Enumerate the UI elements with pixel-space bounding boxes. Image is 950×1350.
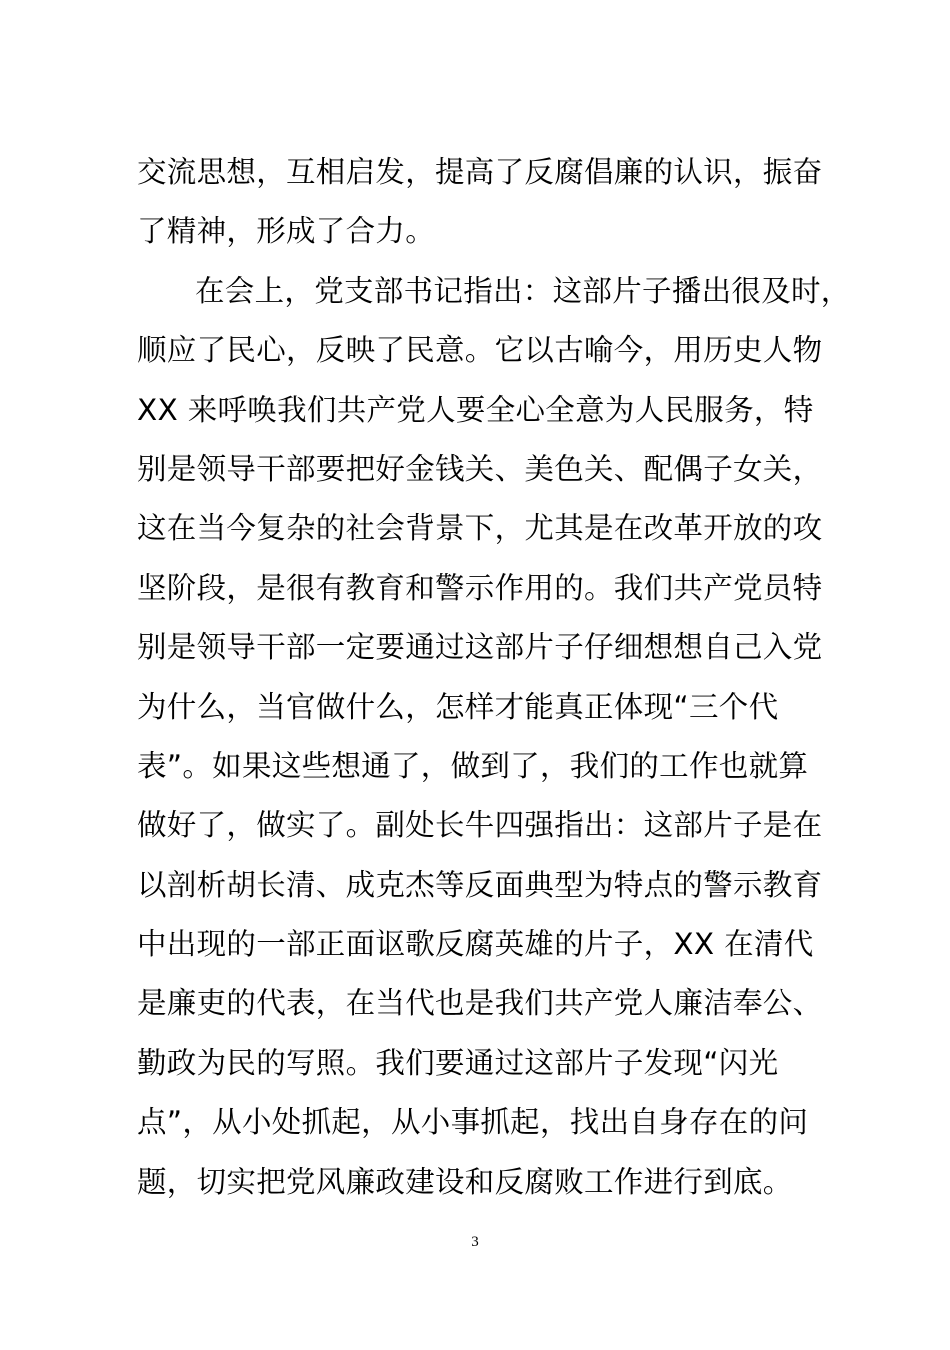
text-line: 别是领导干部要把好金钱关、美色关、配偶子女关， bbox=[137, 451, 823, 486]
body-text bbox=[137, 143, 851, 1212]
text-line: 了精神，形成了合力。 bbox=[137, 214, 436, 249]
text-line: 顺应了民心，反映了民意。它以古喻今，用历史人物 bbox=[137, 333, 823, 368]
text-line: 做好了，做实了。副处长牛四强指出：这部片子是在 bbox=[137, 808, 823, 843]
text-line: 题，切实把党风廉政建设和反腐败工作进行到底。 bbox=[137, 1164, 793, 1199]
text-line: 是廉吏的代表，在当代也是我们共产党人廉洁奉公、 bbox=[137, 986, 823, 1021]
text-line: 中出现的一部正面讴歌反腐英雄的片子，XX 在清代 bbox=[137, 927, 814, 962]
text-line: 表”。如果这些想通了，做到了，我们的工作也就算 bbox=[137, 748, 809, 783]
text-line: 别是领导干部一定要通过这部片子仔细想想自己入党 bbox=[137, 630, 823, 665]
text-line: 这在当今复杂的社会背景下，尤其是在改革开放的攻 bbox=[137, 511, 823, 546]
text-line: 为什么，当官做什么，怎样才能真正体现“三个代 bbox=[137, 689, 779, 724]
text-line: 以剖析胡长清、成克杰等反面典型为特点的警示教育 bbox=[137, 867, 823, 902]
text-line: 交流思想，互相启发，提高了反腐倡廉的认识，振奋 bbox=[137, 155, 823, 189]
paragraph-start-line: 在会上，党支部书记指出：这部片子播出很及时， bbox=[195, 273, 851, 308]
page-number: 3 bbox=[471, 1234, 479, 1250]
text-line: 坚阶段，是很有教育和警示作用的。我们共产党员特 bbox=[137, 570, 823, 605]
text-line: 点”，从小处抓起，从小事抓起，找出自身存在的问 bbox=[137, 1105, 809, 1140]
text-line: 勤政为民的写照。我们要通过这部片子发现“闪光 bbox=[137, 1045, 779, 1080]
text-line: XX 来呼唤我们共产党人要全心全意为人民服务，特 bbox=[137, 392, 814, 427]
